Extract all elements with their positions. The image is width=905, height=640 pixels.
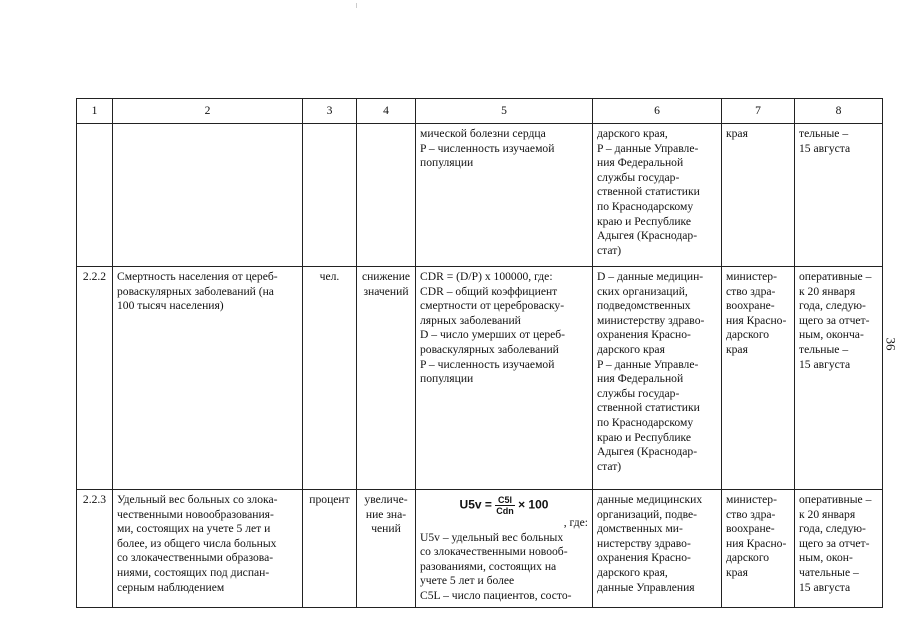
cell-number: 2.2.2 (77, 267, 113, 490)
page-number: 36 (883, 337, 899, 351)
cell-responsible (722, 267, 795, 490)
text-line: смертности от цереброваску- (420, 299, 565, 313)
cell-direction (357, 124, 416, 267)
text-line: разованиями, состоящих на (420, 559, 557, 573)
col-header-7: 7 (722, 99, 795, 124)
text-line: 15 августа (799, 580, 851, 594)
cell-indicator (113, 267, 303, 490)
text-line: роваскулярных заболеваний (на (117, 284, 274, 298)
text-line: края (726, 127, 748, 140)
text-line: ным, оконча- (799, 328, 864, 342)
text-line: дарского края, (597, 565, 668, 579)
text-line: охранения Красно- (597, 551, 691, 565)
text-line: по Краснодарскому (597, 415, 694, 429)
text-line: щего за отчет- (799, 536, 870, 550)
text-line: Адыгея (Краснодар- (597, 229, 698, 243)
text-line: министер- (726, 493, 777, 506)
text-line: роваскулярных заболеваний (420, 342, 559, 356)
cell-source (593, 124, 722, 267)
text-line: подведомственных (597, 299, 691, 313)
text-line: края (726, 342, 748, 356)
text-line: года, следую- (799, 299, 866, 313)
text-line: чений (371, 522, 401, 536)
text-line: домственных ми- (597, 522, 683, 536)
text-line: Адыгея (Краснодар- (597, 445, 698, 459)
cell-deadline (795, 124, 883, 267)
text-line: тельные – (799, 127, 849, 140)
text-line: дарского (726, 551, 770, 565)
formula-denominator: Cdn (496, 506, 514, 516)
text-line: нистерству здраво- (597, 536, 691, 550)
text-line: учете 5 лет и более (420, 574, 515, 588)
text-line: к 20 января (799, 284, 856, 298)
text-line: ственной статистики (597, 401, 700, 415)
indicator-table (76, 98, 883, 608)
cell-direction (357, 490, 416, 608)
text-line: ниями, состоящих под диспан- (117, 565, 270, 579)
formula-numerator: C5l (495, 495, 515, 506)
text-line: службы государ- (597, 170, 680, 184)
formula-multiplier: × 100 (518, 497, 549, 512)
text-line: 100 тысяч населения) (117, 299, 224, 313)
text-line: года, следую- (799, 522, 866, 536)
text-line: данные Управления (597, 580, 695, 594)
text-line: воохране- (726, 522, 775, 536)
text-line: U5v – удельный вес больных (420, 530, 564, 544)
table-row-2-2-2 (77, 267, 883, 490)
text-line: ство здра- (726, 284, 776, 298)
text-line: стат) (597, 243, 622, 257)
text-line: ние зна- (365, 507, 407, 521)
text-line: организаций, подве- (597, 507, 698, 521)
text-line: со злокачественными новооб- (420, 545, 568, 559)
text-line: Смертность населения от цереб- (117, 270, 278, 283)
cell-formula (416, 490, 593, 608)
text-line: стат) (597, 459, 622, 473)
formula-lhs: U5v = (459, 497, 492, 512)
text-line: P – численность изучаемой (420, 357, 555, 371)
text-line: края (726, 565, 748, 579)
text-line: министерству здраво- (597, 313, 705, 327)
col-header-5: 5 (416, 99, 593, 124)
text-line: ным, окон- (799, 551, 853, 565)
cell-source (593, 267, 722, 490)
col-header-2: 2 (113, 99, 303, 124)
text-line: чательные – (799, 565, 859, 579)
text-line: дарского (726, 328, 770, 342)
text-line: ния Федеральной (597, 156, 684, 170)
text-line: ственной статистики (597, 185, 700, 199)
cell-unit: чел. (303, 267, 357, 490)
text-line: увеличе- (364, 493, 408, 506)
text-line: охранения Красно- (597, 328, 691, 342)
formula-fraction (495, 495, 515, 516)
text-line: воохране- (726, 299, 775, 313)
formula (420, 495, 588, 516)
cell-unit: процент (303, 490, 357, 608)
cell-direction (357, 267, 416, 490)
text-line: более, из общего числа больных (117, 536, 277, 550)
text-line: мической болезни сердца (420, 127, 546, 140)
cell-responsible (722, 124, 795, 267)
formula-tail: , где: (563, 516, 588, 529)
scan-mark (356, 3, 357, 8)
cell-number (77, 124, 113, 267)
text-line: P – численность изучаемой (420, 141, 555, 155)
text-line: CDR – общий коэффициент (420, 284, 558, 298)
text-line: P – данные Управле- (597, 357, 699, 371)
cell-formula (416, 124, 593, 267)
text-line: ских организаций, (597, 284, 688, 298)
cell-deadline (795, 267, 883, 490)
text-line: серным наблюдением (117, 580, 225, 594)
cell-unit (303, 124, 357, 267)
text-line: по Краснодарскому (597, 199, 694, 213)
header-row (77, 99, 883, 124)
text-line: значений (363, 284, 409, 298)
col-header-6: 6 (593, 99, 722, 124)
text-line: популяции (420, 372, 474, 386)
text-line: ния Федеральной (597, 372, 684, 386)
col-header-4: 4 (357, 99, 416, 124)
text-line: D – данные медицин- (597, 270, 704, 283)
text-line: щего за отчет- (799, 313, 870, 327)
text-line: лярных заболеваний (420, 313, 521, 327)
text-line: 15 августа (799, 141, 851, 155)
text-line: оперативные – (799, 270, 872, 283)
table-row-2-2-3 (77, 490, 883, 608)
text-line: ния Красно- (726, 536, 787, 550)
text-line: ми, состоящих на учете 5 лет и (117, 522, 271, 536)
text-line: дарского края (597, 342, 665, 356)
text-line: популяции (420, 156, 474, 170)
cell-indicator (113, 490, 303, 608)
text-line: ство здра- (726, 507, 776, 521)
table-row-continuation (77, 124, 883, 267)
text-line: со злокачественными образова- (117, 551, 274, 565)
text-line: Удельный вес больных со злока- (117, 493, 278, 506)
text-line: ния Красно- (726, 313, 787, 327)
cell-deadline (795, 490, 883, 608)
text-line: министер- (726, 270, 777, 283)
cell-responsible (722, 490, 795, 608)
text-line: C5L – число пациентов, состо- (420, 588, 572, 602)
text-line: снижение (361, 270, 411, 283)
cell-number: 2.2.3 (77, 490, 113, 608)
col-header-1: 1 (77, 99, 113, 124)
cell-formula (416, 267, 593, 490)
text-line: тельные – (799, 342, 849, 356)
text-line: краю и Республике (597, 430, 692, 444)
text-line: службы государ- (597, 386, 680, 400)
text-line: дарского края, (597, 127, 668, 140)
text-line: 15 августа (799, 357, 851, 371)
text-line: данные медицинских (597, 493, 703, 506)
cell-indicator (113, 124, 303, 267)
text-line: краю и Республике (597, 214, 692, 228)
text-line: оперативные – (799, 493, 872, 506)
text-line: CDR = (D/P) x 100000, где: (420, 270, 553, 283)
col-header-3: 3 (303, 99, 357, 124)
text-line: чественными новообразования- (117, 507, 274, 521)
cell-source (593, 490, 722, 608)
col-header-8: 8 (795, 99, 883, 124)
text-line: P – данные Управле- (597, 141, 699, 155)
text-line: D – число умерших от цереб- (420, 328, 566, 342)
text-line: к 20 января (799, 507, 856, 521)
